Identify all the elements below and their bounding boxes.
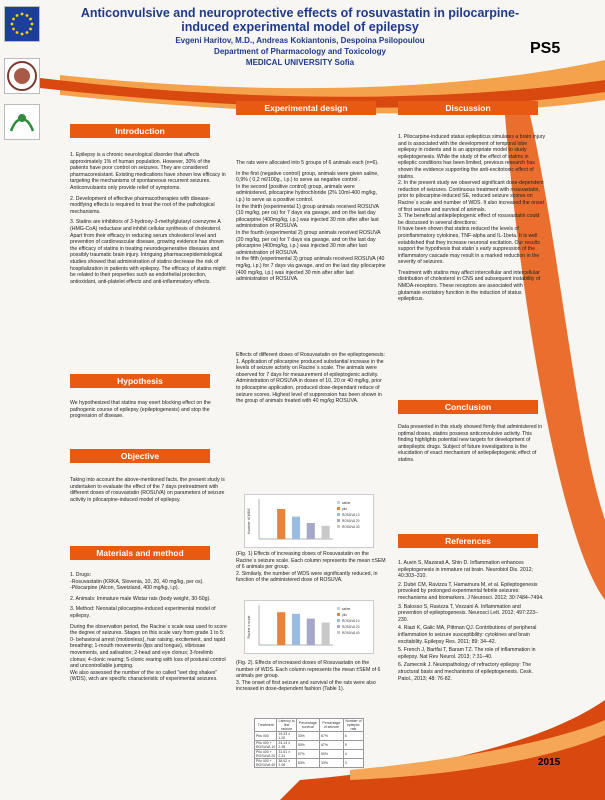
legend-swatch — [337, 607, 340, 610]
poster-code: PS5 — [530, 40, 561, 57]
chart-bar — [322, 623, 330, 645]
eu-flag-icon — [4, 6, 40, 42]
intro-item: 3. Statins are inhibitors of 3-hydroxy-3-methylglutaryl coenzyme A (HMG-CoA) reductase and inhibit cellular synthesis of cholesterol. Apart from their efficacy in reducing serum cholesterol level and prevention of cardiovascular disease, growing evidence has shown the efficacy of statins in treating neurodegenerative diseases and possibly traumatic brain injury. Intriguing pharmacoepidemiological studies showed that administration of statins decrease the risk of hospitalization in patients with epilepsy. The efficacy of statins might be related to their properties such as endothelial protection, antioxidant, anti-platelet effects and anti-inflammatory effects. — [70, 219, 226, 285]
design-group: In the fifth (experimental 3) group animals received ROSUVA (40 mg/kg, i.p.) for 7 days via gavage, and on the last day pilocarpine (400 mg/kg, i.p.) was injected 30 min after after last administration of ROSUVA. — [236, 256, 386, 283]
legend-label: saline — [342, 606, 351, 611]
chart-bar — [277, 612, 285, 645]
table-cell: 50% — [296, 741, 319, 750]
table-cell: 83% — [296, 759, 319, 768]
materials-heading: Materials and method — [70, 546, 210, 560]
design-heading: Experimental design — [236, 101, 376, 115]
method-text: 3. Method: Neonatal pilocarpine-induced experimental model of epilepsy. — [70, 606, 216, 619]
discussion-item: 1. Pilocarpine-induced status epilepticus simulates a brain injury and is associated with the development of temporal lobe epilepsy in rodents and is an appropriate model to study epileptogenesis. While the study of the effect of statins in epileptic conditions has been limited, previous research has shown the evidence supporting the anti-excitotoxic effect of statins. — [398, 134, 546, 180]
table-cell: 3 — [343, 759, 363, 768]
legend-label: ROSUVA 10 — [342, 512, 360, 517]
objective-text: Taking into account the above-mentioned facts, the present study is undertaken to evaluate the effect of the 7 days pretreatment with different doses of rosuvastatin (ROSUVA) on parameters of seizure activity in pilocarpine-induced model of epilepsy. — [70, 477, 225, 503]
table-cell: 33% — [296, 732, 319, 741]
table-cell: Pilo 400 — [255, 732, 277, 741]
table-cell: 24.14 ± 2.38 — [277, 741, 296, 750]
conclusion-text: Data presented in this study showed firmly that administered in optimal doses, statins possess anticonvulsive activity. This finding highlights potential new targets for development of antiepileptic drugs. Subject of future investigations is the elucidation of exact mechanism of antiepileptogenic effect of statins. — [398, 424, 543, 463]
discussion-item: 3. The beneficial antiepileptogenic effect of rosuvastatin could be discussed in several directions: — [398, 213, 540, 226]
wds-chart-svg — [245, 495, 373, 547]
references-heading: References — [398, 534, 538, 548]
drugs-title: 1. Drugs: — [70, 572, 92, 578]
table-cell: 5 — [343, 741, 363, 750]
design-group: In the thirth (experimental 1) group animals received ROSUVA (10 mg/kg, per os) for 7 days via gavage, and on the last day pilocarpine (400mg/kg, i.p.) was injected 30 min after after last administration of ROSUVA. — [236, 203, 379, 230]
chart-ylabel: Racine`s scale — [247, 615, 251, 639]
animals-text: 2. Animals: Immature male Wistar rats (body weight, 30-50g). — [70, 595, 211, 602]
results-text — [236, 352, 386, 409]
table-header-cell: Latency to first seizure — [278, 719, 295, 731]
table-cell: 6 — [343, 732, 363, 741]
legend-label: ROSUVA 20 — [342, 624, 360, 629]
discussion-item: 2. In the present study we observed significant dose-dependent reduction of seizures. Continuous treatment with rosuvastatin, prior to pilocarpine-induced SE, reduced seizure scores on Racine`s scale and number of WDS. It also increased the onset of first seizure and survival of animals. — [398, 180, 544, 213]
racine-chart-svg — [245, 601, 373, 653]
chart-bar — [292, 614, 300, 645]
legend-swatch — [337, 501, 340, 504]
fund-logo-icon — [4, 104, 40, 140]
reference-item: 2. Dubé CM, Ravizza T, Hamamura M, et al. Epileptogenesis provoked by prolonged experimental febrile seizures: mechanisms and biomarkers. J Neurosci. 2012; 30:7484–7494. — [398, 581, 544, 601]
chart-bar — [277, 509, 285, 539]
discussion-para: Treatment with statins may affect intercellular and intercellular distribution of cholesterol in CNS and subsequent instability of NMDA-receptors. These receptors are associated with glutamate excitatory function in the induction of status epilepticus. — [398, 269, 541, 303]
table-header-row — [255, 719, 364, 732]
legend-swatch — [337, 613, 340, 616]
reference-item: 1. Auvin S, Mazarati A, Shin D. Inflammation enhances epileptogenesis in immature rat brain. Neurobiol Dis. 2012; 40:303–310. — [398, 560, 533, 580]
university: MEDICAL UNIVERSITY Sofia — [245, 58, 355, 67]
drug-rosuvastatin: -Rosuvastatin (KRKA, Slovenia, 10, 20, 40 mg/kg, per os). — [70, 578, 204, 585]
introduction-text — [70, 152, 230, 289]
table-cell: 67% — [319, 741, 343, 750]
hypothesis-text: We hypothesized that statins may exert blocking effect on the pathogenic course of epilepsy (epileptogenesis) and stop the progression of disease. — [70, 400, 211, 420]
table-cell: Pilo 400 + ROSUVA 40 — [256, 759, 276, 767]
legend-swatch — [337, 625, 340, 628]
design-group: In the fourth (experimental 2) group animals received ROSUVA (20 mg/kg, per os) for 7 days via gavage, and on the last day pilocarpine (400mg/kg, i.p.) was injected 30 min after last administration of ROSUVA. — [236, 229, 381, 256]
introduction-heading: Introduction — [70, 124, 210, 138]
table-cell: 38.02 ± 2.08 — [277, 759, 296, 768]
poster-year: 2015 — [538, 757, 561, 768]
legend-swatch — [337, 507, 340, 510]
table-cell: 50% — [319, 750, 343, 759]
legend-swatch — [337, 631, 340, 634]
discussion-text — [398, 134, 546, 307]
chart-bar — [292, 517, 300, 539]
results-item1: 1. Application of pilocarpine produced substantial increase in the levels of seizure activity on Racine`s scale. The animals were observed for 7 days for measurement of epileptogenic activity. Administration of ROSUVA in doses of 10, 20 or 40 mg/kg, prior to pilocarpine application, produced dose-dependant reduce of seizure scores. Highest level of suppression has been shown in the group of animals treated with 40 mg/kg ROSUVA. — [236, 358, 384, 405]
chart-ylabel: Number of WDS — [247, 508, 251, 534]
poster-title: Anticonvulsive and neuroprotective effects of rosuvastatin in pilocarpine-induced experimental model of epilepsy — [80, 6, 520, 34]
table-row — [255, 750, 364, 759]
reference-item: 5. French J, Bartfai T, Baram TZ. The role of inflammation in epilepsy. Nat Rev Neurol. 2013; 7:31–40. — [398, 647, 536, 660]
results-item2: 2. Similarly, the number of WDS were significantly reduced, in function of the administered dose of ROSUVA. — [236, 570, 378, 584]
table-cell: Pilo 400 + ROSUVA 20 — [256, 750, 276, 758]
chart-bar — [322, 526, 330, 539]
table-cell: 4 — [343, 750, 363, 759]
discussion-heading: Discussion — [398, 101, 538, 115]
table-row — [255, 759, 364, 768]
legend-label: pilo — [342, 612, 347, 617]
table-cell: 67% — [319, 732, 343, 741]
reference-item: 3. Balosso S, Ravizza T, Vezzani A. Inflammation and prevention of epileptogenesis. Neurosci Lett. 2012; 497:223–230. — [398, 603, 538, 623]
legend-swatch — [337, 519, 340, 522]
legend-swatch — [337, 525, 340, 528]
table-cell: Pilo 400 + ROSUVA 10 — [256, 741, 276, 749]
reference-item: 6. Zamecnik J. Neuropathology of refractory epilepsy: The structural basis and mechanisms of epileptogenesis. Cesk. Patol., 2013; 48: 76-82. — [398, 662, 533, 682]
department: Department of Pharmacology and Toxicology — [214, 47, 386, 56]
references-list — [398, 560, 546, 684]
racine-chart — [244, 600, 374, 654]
design-group: In the first (negative control) group, animals were given saline, 0,9% ( 0,2 ml/100g., i.p.) to serve as negative control . — [236, 170, 379, 184]
table-cell: 31.61 ± 2.31 — [277, 750, 296, 759]
fig1-caption: (Fig. 1) Effects of increasing doses of Rosuvastatin on the Racine`s seizure scale. Each column represents the mean ±SEM of 6 animals per group. — [236, 551, 386, 571]
wds-text: We also assessed the number of the so called "wet dog shakes" (WDS), wich are specific characteristic of experimental seizures. — [70, 669, 218, 683]
chart-bar — [307, 619, 315, 645]
legend-label: ROSUVA 20 — [342, 518, 360, 523]
fig2-caption: (Fig. 2). Effects of increased doses of Rosuvastatin on the number of WDS. Each column represents the mean ±SEM of 6 animals per group. — [236, 660, 381, 680]
table-header-cell: Percentage survival — [296, 719, 319, 732]
results-item3: 3. The onset of first seizure and survival of the rats were also increased in dose-dependent fashion (Table 1). — [236, 679, 376, 693]
chart-bar — [262, 644, 270, 645]
hypothesis-heading: Hypothesis — [70, 374, 210, 388]
legend-label: ROSUVA 10 — [342, 618, 360, 623]
authors: Evgeni Haritov, M.D., Andreas Kokiantonis, Despoina Psilopoulou — [175, 36, 425, 45]
chart-bar — [262, 538, 270, 539]
table-cell: 19.33 ± 1.20 — [277, 732, 296, 741]
objective-heading: Objective — [70, 449, 210, 463]
table-row — [255, 732, 364, 741]
design-text — [236, 160, 386, 283]
table-cell: 33% — [319, 759, 343, 768]
racine-scale-text: During the observation period, the Racine`s scale was used to score the degree of seizures. Stages on this scale vary from grade 1 to 5: 0- behavioral arrest (motionless), hair raising, excitement, and rapid breathing; 1-mouth movements (lips and tongue), vibrissae movements, and salivation; 2-head and eye clonus; 3-forelimb clonus; 4-clonic rearing; 5-clonic rearing with loss of postural control and uncontrollable jumping. — [70, 623, 227, 670]
design-group: In the second (positive control) group, animals were administered, pilocarpine hydrochloride (2% 10ml-400 mg/kg, i.p.) to serve as a positive control. — [236, 183, 377, 203]
table-1 — [254, 718, 364, 768]
conclusion-heading: Conclusion — [398, 400, 538, 414]
chart-bar — [307, 523, 315, 539]
results-bottom — [236, 660, 386, 697]
discussion-para: It have been shown that statins reduced the levels of proinflammatory cytokines, TNF-alpha and IL-1beta. It is well established that they increase neuronal excitation. Our results support the hypothesis that statin`s early suppression of the inflammatory cascade may result in a marked reduction in the severity of seizures. — [398, 226, 540, 266]
legend-label: saline — [342, 500, 351, 505]
legend-swatch — [337, 513, 340, 516]
results-intro: Effects of different doses of Rosuvastatin on the epileptogenesis: — [236, 352, 385, 358]
university-seal-icon — [4, 58, 40, 94]
legend-swatch — [337, 619, 340, 622]
drug-pilocarpine: -Pilocarpine (Alcon, Swetzland, 400 mg/kg, i.p). — [70, 585, 179, 592]
table-header-cell: Treatment — [255, 719, 277, 732]
legend-label: pilo — [342, 506, 347, 511]
table-row — [255, 741, 364, 750]
design-intro: The rats were allocated into 5 groups of 6 animals each (n=6). — [236, 160, 379, 166]
materials-text — [70, 572, 230, 687]
table-header-cell: Percentage of seizure — [319, 719, 343, 732]
legend-label: ROSUVA 40 — [342, 524, 360, 529]
table-cell: 67% — [296, 750, 319, 759]
wds-chart — [244, 494, 374, 548]
intro-item: 2. Development of effective pharmacotherapies with disease-modifying effects is required to treat the root of the pathological mechanisms. — [70, 195, 215, 215]
intro-item: 1. Epilepsy is a chronic neurological disorder that affects approximately 1% of human population. However, 30% of the patients have poor control on seizures. They are considered pharmacoresistant. Existing medications have shown low efficacy in targeting the mechanisms of spontaneous recurrent seizures. Anticonvulsants only provide relief of symptoms. — [70, 152, 226, 191]
table-header-cell: Number of epileptic rats — [345, 719, 362, 731]
reference-item: 4. Riazi K, Galic MA, Pittman QJ. Contributions of peripheral inflammation to seizure susceptibility: cytokines and brain excitability. Epilepsy Res. 2011; 89: 34–42. — [398, 625, 537, 645]
results-mid — [236, 551, 386, 588]
legend-label: ROSUVA 40 — [342, 630, 360, 635]
